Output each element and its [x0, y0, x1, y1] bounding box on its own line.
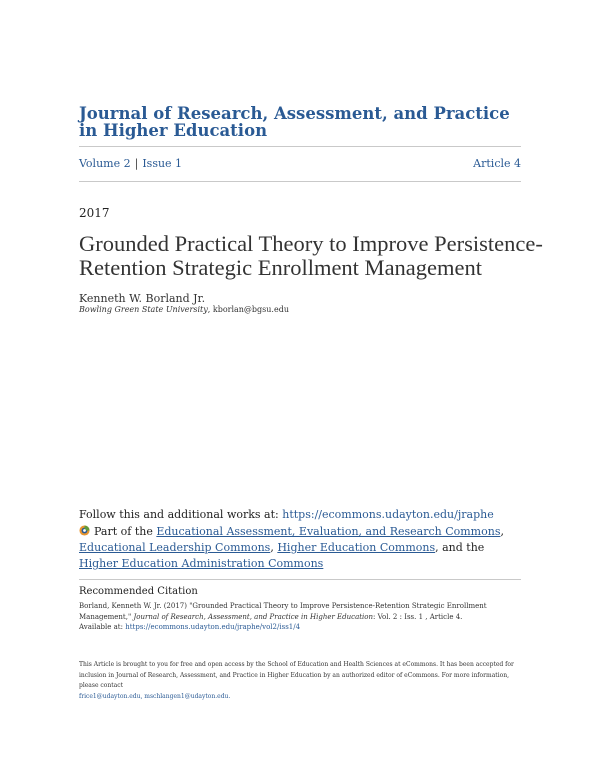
issue-link[interactable]: Issue 1	[142, 157, 183, 170]
part-of-prefix: Part of the	[94, 525, 153, 538]
divider-bottom	[79, 181, 521, 182]
and-the-text: , and the	[435, 541, 485, 554]
citation-journal: Journal of Research, Assessment, and Practice in Higher Education	[133, 612, 374, 621]
citation-text	[79, 601, 524, 633]
author-email[interactable]: kborlan@bgsu.edu	[212, 305, 289, 314]
volume-issue	[79, 157, 182, 170]
divider-citation	[79, 579, 521, 580]
commons-link-leadership[interactable]: Educational Leadership Commons	[79, 541, 271, 554]
article-title: Grounded Practical Theory to Improve Persistence-Retention Strategic Enrollment Management	[79, 231, 543, 280]
follow-prefix: Follow this and additional works at:	[79, 508, 279, 521]
publication-year: 2017	[79, 206, 110, 220]
commons-link-assessment[interactable]: Educational Assessment, Evaluation, and Research Commons	[156, 525, 501, 538]
citation-heading: Recommended Citation	[79, 586, 198, 597]
contact-emails[interactable]: frice1@udayton.edu, mschlangen1@udayton.edu.	[79, 692, 231, 700]
part-of-section: Part of the Educational Assessment, Evaluation, and Research Commons, Educational Leadership Commons, Higher Education Commons, and the Higher Education Administration Commons	[79, 525, 504, 570]
volume-link[interactable]: Volume 2	[79, 157, 131, 170]
repository-link[interactable]: https://ecommons.udayton.edu/jraphe	[282, 508, 494, 521]
footer-notice	[79, 660, 524, 702]
volume-separator: |	[134, 157, 139, 170]
footer-text: This Article is brought to you for free and open access by the School of Education and Health Sciences at eCommons. It has been accepted for inclusion in Journal of Research, Assessment, and Practice in Higher Education by an authorized editor of eCommons. For more information, please contact	[79, 661, 514, 689]
citation-volume: : Vol. 2 : Iss. 1 , Article 4.	[373, 612, 463, 621]
available-label: Available at:	[79, 623, 123, 631]
author-name: Kenneth W. Borland Jr.	[79, 292, 206, 305]
follow-line	[79, 508, 494, 521]
journal-title[interactable]: Journal of Research, Assessment, and Practice in Higher Education	[79, 104, 510, 140]
commons-link-administration[interactable]: Higher Education Administration Commons	[79, 557, 324, 570]
affiliation-name: Bowling Green State University	[79, 305, 208, 314]
article-link[interactable]: Article 4	[473, 157, 521, 170]
commons-link-higher-ed[interactable]: Higher Education Commons	[277, 541, 436, 554]
author-affiliation: Bowling Green State University, kborlan@bgsu.edu	[79, 305, 289, 314]
citation-url[interactable]: https://ecommons.udayton.edu/jraphe/vol2/iss1/4	[125, 623, 301, 631]
bepress-network-icon	[79, 525, 90, 536]
citation-main: Borland, Kenneth W. Jr. (2017) "Grounded Practical Theory to Improve Persistence-Retention Strategic Enrollment Management,"	[79, 602, 487, 621]
divider-top	[79, 146, 521, 147]
